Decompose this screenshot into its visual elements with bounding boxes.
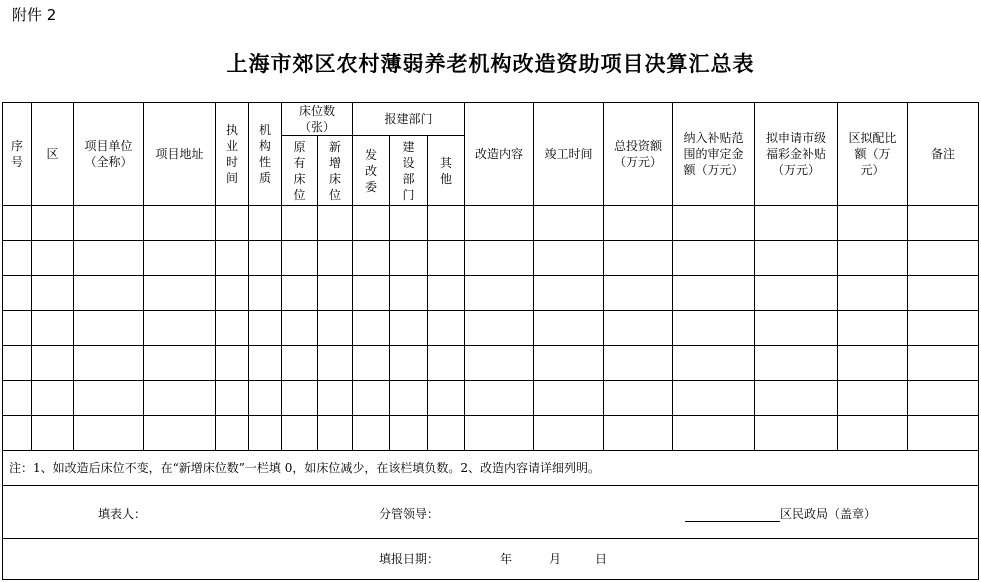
table-cell[interactable] [216,381,249,416]
table-cell[interactable] [282,346,318,381]
table-cell[interactable] [465,381,534,416]
table-cell[interactable] [428,416,465,451]
table-cell[interactable] [428,206,465,241]
table-cell[interactable] [144,311,216,346]
table-cell[interactable] [249,276,282,311]
table-cell[interactable] [353,416,390,451]
table-cell[interactable] [390,416,428,451]
table-row [3,346,979,381]
table-cell[interactable] [216,206,249,241]
table-cell[interactable] [673,206,755,241]
table-cell[interactable] [32,416,74,451]
table-cell[interactable] [3,241,32,276]
table-cell[interactable] [216,276,249,311]
table-cell[interactable] [353,311,390,346]
table-cell[interactable] [282,206,318,241]
table-cell[interactable] [908,276,979,311]
table-cell[interactable] [3,346,32,381]
header-dept-fagaiwei: 发改委 [353,136,390,206]
table-cell[interactable] [534,241,604,276]
header-district-match: 区拟配比额（万元） [838,103,908,206]
header-unit: 项目单位（全称） [74,103,144,206]
table-cell[interactable] [74,276,144,311]
table-cell[interactable] [390,276,428,311]
table-cell[interactable] [673,311,755,346]
table-cell[interactable] [249,206,282,241]
table-cell[interactable] [604,346,673,381]
table-cell[interactable] [353,241,390,276]
table-cell[interactable] [249,241,282,276]
bureau-seal: 区民政局（盖章） [685,506,876,522]
table-cell[interactable] [32,206,74,241]
table-cell[interactable] [755,346,838,381]
table-cell[interactable] [318,381,353,416]
table-cell[interactable] [144,276,216,311]
table-cell[interactable] [390,311,428,346]
table-cell[interactable] [249,381,282,416]
date-label: 填报日期： [379,552,440,566]
table-cell[interactable] [216,311,249,346]
table-cell[interactable] [390,346,428,381]
table-cell[interactable] [282,241,318,276]
table-cell[interactable] [428,346,465,381]
date-day: 日 [595,552,608,566]
table-cell[interactable] [755,381,838,416]
attachment-label: 附件 2 [12,6,57,24]
table-cell[interactable] [755,206,838,241]
table-cell[interactable] [32,311,74,346]
table-cell[interactable] [604,276,673,311]
bureau-blank [685,509,780,522]
table-cell[interactable] [216,241,249,276]
table-cell[interactable] [144,346,216,381]
table-cell[interactable] [282,381,318,416]
table-cell[interactable] [32,276,74,311]
table-row [3,241,979,276]
header-address: 项目地址 [144,103,216,206]
table-cell[interactable] [673,416,755,451]
table-cell[interactable] [908,416,979,451]
table-cell[interactable] [755,416,838,451]
table-cell[interactable] [465,206,534,241]
header-total-investment: 总投资额（万元） [604,103,673,206]
header-district: 区 [32,103,74,206]
table-cell[interactable] [534,311,604,346]
table-cell[interactable] [838,346,908,381]
table-cell[interactable] [428,311,465,346]
date-year: 年 [500,552,513,566]
table-cell[interactable] [353,276,390,311]
note-text: 注：1、如改造后床位不变，在“新增床位数”一栏填 0，如床位减少，在该栏填负数。2、改造内容请详细列明。 [3,451,979,486]
table-cell[interactable] [465,276,534,311]
table-cell[interactable] [32,241,74,276]
table-cell[interactable] [673,346,755,381]
table-cell[interactable] [3,206,32,241]
header-beds-group: 床位数（张） [282,103,353,136]
table-cell[interactable] [673,241,755,276]
table-cell[interactable] [908,346,979,381]
header-remarks: 备注 [908,103,979,206]
header-dept-jianshe: 建设部门 [390,136,428,206]
table-cell[interactable] [908,311,979,346]
table-cell[interactable] [74,381,144,416]
signature-row [3,486,979,539]
table-cell[interactable] [32,381,74,416]
table-cell[interactable] [3,311,32,346]
table-cell[interactable] [390,381,428,416]
table-cell[interactable] [74,311,144,346]
table-cell[interactable] [755,276,838,311]
table-cell[interactable] [465,311,534,346]
table-cell[interactable] [604,381,673,416]
table-cell[interactable] [282,276,318,311]
header-license-time: 执业时间 [216,103,249,206]
table-cell[interactable] [465,416,534,451]
table-cell[interactable] [755,311,838,346]
table-cell[interactable] [428,241,465,276]
header-approved-amount: 纳入补贴范围的审定金额（万元） [673,103,755,206]
date-month: 月 [549,552,562,566]
table-cell[interactable] [673,276,755,311]
header-beds-original: 原有床位 [282,136,318,206]
table-cell[interactable] [353,381,390,416]
table-cell[interactable] [534,206,604,241]
page-title: 上海市郊区农村薄弱养老机构改造资助项目决算汇总表 [226,52,755,76]
table-cell[interactable] [465,346,534,381]
table-cell[interactable] [318,276,353,311]
table-cell[interactable] [390,241,428,276]
header-content: 改造内容 [465,103,534,206]
table-cell[interactable] [534,276,604,311]
table-cell[interactable] [144,206,216,241]
table-cell[interactable] [144,241,216,276]
table-cell[interactable] [318,416,353,451]
table-cell[interactable] [838,276,908,311]
table-cell[interactable] [838,311,908,346]
table-cell[interactable] [838,416,908,451]
table-cell[interactable] [282,311,318,346]
table-cell[interactable] [673,381,755,416]
table-row [3,206,979,241]
table-cell[interactable] [428,276,465,311]
table-cell[interactable] [465,241,534,276]
table-cell[interactable] [908,206,979,241]
header-seq: 序号 [3,103,32,206]
table-cell[interactable] [604,311,673,346]
table-row [3,276,979,311]
table-cell[interactable] [534,381,604,416]
header-dept-other: 其他 [428,136,465,206]
table-cell[interactable] [282,416,318,451]
header-completion: 竣工时间 [534,103,604,206]
table-cell[interactable] [74,416,144,451]
leader-label: 分管领导： [379,507,440,521]
date-row [3,539,979,580]
table-cell[interactable] [604,206,673,241]
table-cell[interactable] [353,206,390,241]
table-row [3,311,979,346]
table-cell[interactable] [318,206,353,241]
table-cell[interactable] [216,346,249,381]
table-cell[interactable] [3,416,32,451]
table-cell[interactable] [755,241,838,276]
table-cell[interactable] [353,346,390,381]
table-cell[interactable] [249,416,282,451]
table-cell[interactable] [318,311,353,346]
header-beds-new: 新增床位 [318,136,353,206]
table-cell[interactable] [249,346,282,381]
table-cell[interactable] [144,416,216,451]
table-row [3,381,979,416]
header-dept-group: 报建部门 [353,103,465,136]
table-cell[interactable] [908,381,979,416]
table-cell[interactable] [249,311,282,346]
filler-label: 填表人： [98,507,147,521]
table-cell[interactable] [74,241,144,276]
table-cell[interactable] [908,241,979,276]
table-cell[interactable] [74,346,144,381]
table-cell[interactable] [838,241,908,276]
table-cell[interactable] [318,346,353,381]
table-cell[interactable] [390,206,428,241]
table-cell[interactable] [534,416,604,451]
summary-table [2,102,979,580]
header-city-lottery: 拟申请市级福彩金补贴（万元） [755,103,838,206]
table-cell[interactable] [604,416,673,451]
table-cell[interactable] [318,241,353,276]
table-cell[interactable] [3,276,32,311]
table-cell[interactable] [428,381,465,416]
table-cell[interactable] [74,206,144,241]
table-cell[interactable] [3,381,32,416]
header-nature: 机构性质 [249,103,282,206]
table-cell[interactable] [838,381,908,416]
table-cell[interactable] [838,206,908,241]
table-cell[interactable] [32,346,74,381]
table-cell[interactable] [534,346,604,381]
table-cell[interactable] [604,241,673,276]
table-cell[interactable] [216,416,249,451]
table-cell[interactable] [144,381,216,416]
table-row [3,416,979,451]
